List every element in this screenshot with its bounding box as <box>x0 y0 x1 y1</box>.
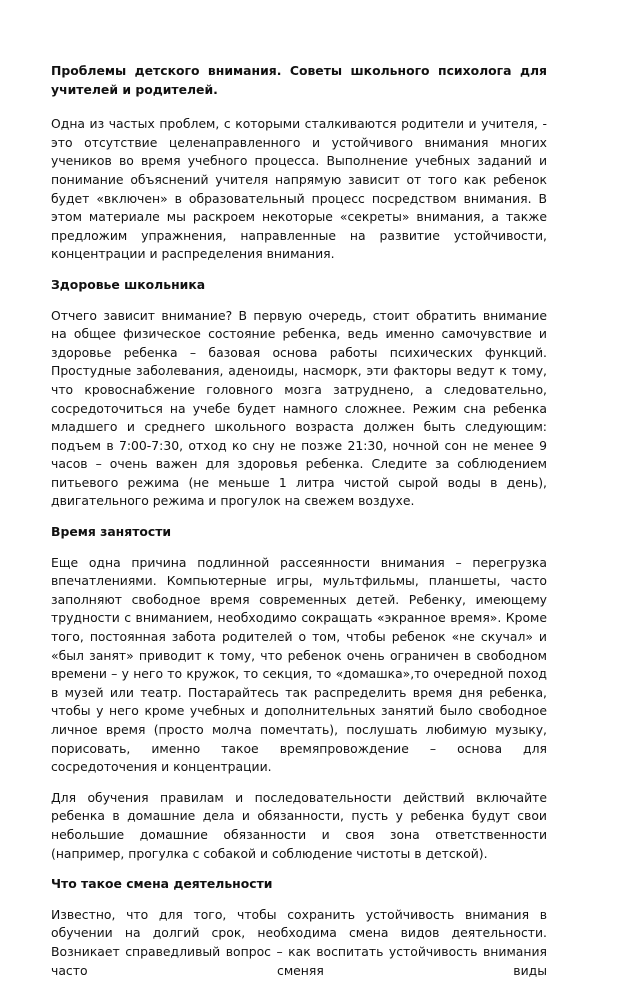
section-paragraph: Еще одна причина подлинной рассеянности внимания – перегрузка впечатлениями. Компьютерные игры, мультфильмы, планшеты, часто заполняют свободное время современных детей. Ребенку, имеющему трудности с вниманием, необходимо сокращать «экранное время». Кроме того, постоянная забота родителей о том, чтобы ребенок «не скучал» и «был занят» приводит к тому, что ребенок очень ограничен в свободном времени – у него то кружок, то секция, то «домашка»,то очередной поход в музей или театр. Постарайтесь так распределить время дня ребенка, чтобы у него кроме учебных и дополнительных занятий было свободное личное время (просто молча помечтать), послушать любимую музыку, порисовать, именно такое времяпровождение – основа для сосредоточения и концентрации. <box>51 554 547 775</box>
section-health <box>51 276 547 511</box>
section-heading: Здоровье школьника <box>51 276 206 292</box>
document-title: Проблемы детского внимания. Советы школьного психолога для учителей и родителей. <box>51 63 547 97</box>
section-paragraph: Для обучения правилам и последовательности действий включайте ребенка в домашние дела и обязанности, пусть у ребенка будут свои небольшие домашние обязанности и своя зона ответственности (например, прогулка с собакой и соблюдение чистоты в детской). <box>51 789 547 861</box>
document-page <box>51 62 547 992</box>
section-paragraph: Отчего зависит внимание? В первую очередь, стоит обратить внимание на общее физическое состояние ребенка, ведь именно самочувствие и здоровье ребенка – базовая основа работы психических функций. Простудные заболевания, аденоиды, насморк, эти факторы ведут к тому, что кровоснабжение головного мозга затруднено, а следовательно, сосредоточиться на учебе будет намного сложнее. Режим сна ребенка младшего и среднего школьного возраста должен быть следующим: подъем в 7:00-7:30, отход ко сну не позже 21:30, ночной сон не менее 9 часов – очень важен для здоровья ребенка. Следите за соблюдением питьевого режима (не меньше 1 литра чистой сырой воды в день), двигательного режима и прогулок на свежем воздухе. <box>51 307 547 509</box>
section-activity-change <box>51 875 547 980</box>
section-busy-time <box>51 523 547 863</box>
section-paragraph: Известно, что для того, чтобы сохранить устойчивость внимания в обучении на долгий срок, необходима смена видов деятельности. Возникает справедливый вопрос – как воспитать устойчивость внимания часто сменяя виды <box>51 906 547 978</box>
intro-paragraph: Одна из частых проблем, с которыми сталкиваются родители и учителя, - это отсутствие целенаправленного и устойчивого внимания многих учеников во время учебного процесса. Выполнение учебных заданий и понимание объяснений учителя напрямую зависит от того как ребенок будет «включен» в образовательный процесс посредством внимания. В этом материале мы раскроем некоторые «секреты» внимания, а также предложим упражнения, направленные на развитие устойчивости, концентрации и распределения внимания. <box>51 116 547 262</box>
section-heading: Время занятости <box>51 524 172 540</box>
section-heading: Что такое смена деятельности <box>51 876 273 892</box>
